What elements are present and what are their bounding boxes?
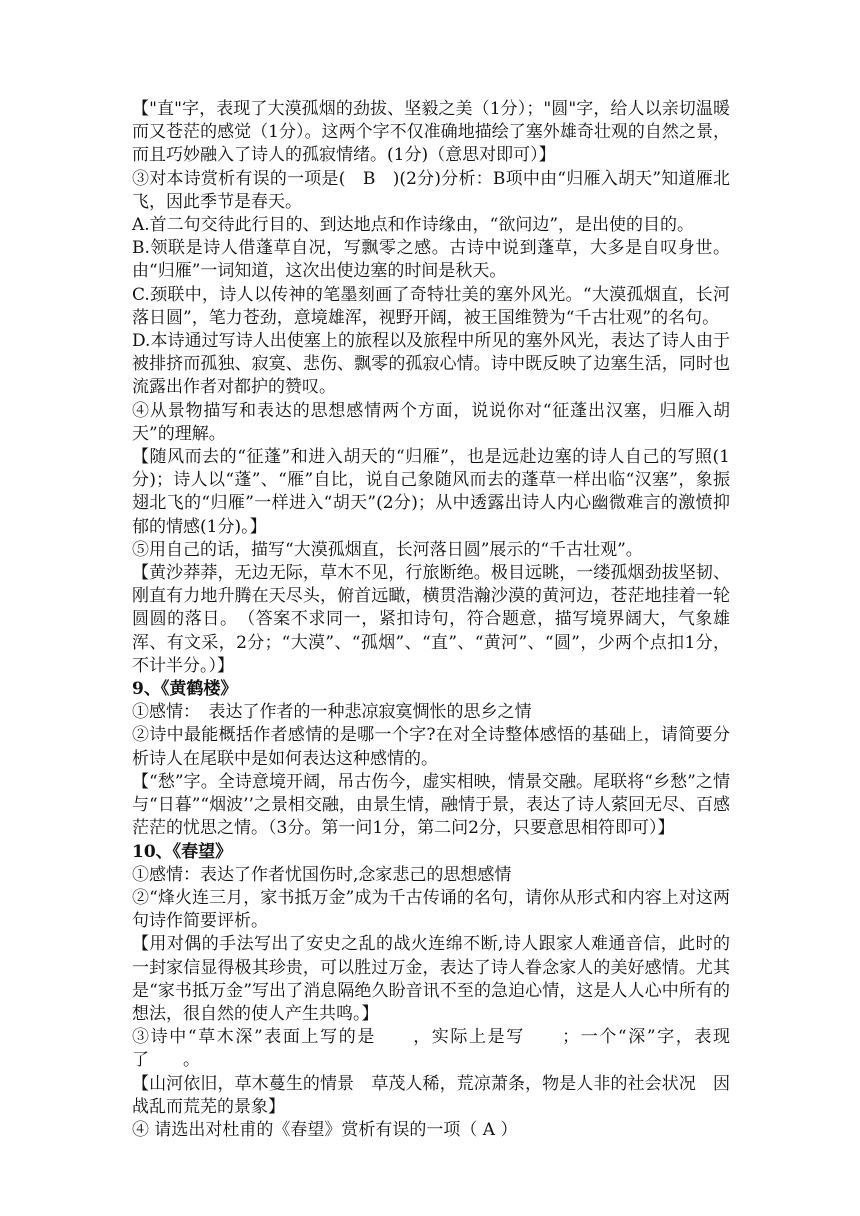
question-paragraph: ①感情：表达了作者忧国伤时,念家悲己的思想感情 [132,864,512,885]
answer-paragraph: 【用对偶的手法写出了安史之乱的战火连绵不断,诗人跟家人难通音信，此时的一封家信显得极其珍贵，可以胜过万金，表达了诗人眷念家人的美好感情。尤其是“家书抵万金”写出了消息隔绝久盼音讯不至的急迫心情，这是人人心中所有的想法，很自然的使人产生共鸣。】 [132,934,730,1024]
option-d: D.本诗通过写诗人出使塞上的旅程以及旅程中所见的塞外风光，表达了诗人由于被排挤而孤独、寂寞、悲伤、飘零的孤寂心情。诗中既反映了边塞生活，同时也流露出作者对都护的赞叹。 [132,331,730,398]
answer-paragraph: 【随风而去的“征蓬”和进入胡天的“归雁”，也是远赴边塞的诗人自己的写照(1分)；诗人以“蓬”、“雁”自比，说自己象随风而去的蓬草一样出临“汉塞”，象振翅北飞的“归雁”一样进入“胡天”(2分)；从中透露出诗人内心幽微难言的激愤抑郁的情感(1分)。】 [132,447,730,537]
option-c: C.颈联中，诗人以传神的笔墨刻画了奇特壮美的塞外风光。“大漠孤烟直，长河落日圆”，笔力苍劲，意境雄浑，视野开阔，被王国维赞为“千古壮观”的名句。 [132,284,730,328]
section-heading: 9、《黄鹤楼》 [132,679,238,700]
question-paragraph: ⑤用自己的话，描写“大漠孤烟直，长河落日圆”展示的“千古壮观”。 [132,539,643,560]
question-paragraph: ③诗中“草木深”表面上写的是 ，实际上是写 ；一个“深”字，表现了 。 [132,1027,730,1071]
answer-paragraph: 【“愁”字。全诗意境开阔，吊古伤今，虚实相映，情景交融。尾联将“乡愁”之情与“日暮”“烟波’’之景相交融，由景生情，融情于景，表达了诗人萦回无尽、百感茫茫的忧思之情。（3分。第一问1分，第二问2分，只要意思相符即可）】 [132,771,730,839]
answer-paragraph: 【"直"字，表现了大漠孤烟的劲拔、坚毅之美（1分）；"圆"字，给人以亲切温暖而又苍茫的感觉（1分）。这两个字不仅准确地描绘了塞外雄奇壮观的自然之景，而且巧妙融入了诗人的孤寂情绪。(1分)（意思对即可）】 [132,99,730,166]
option-b: B.领联是诗人借蓬草自况，写飘零之感。古诗中说到蓬草，大多是自叹身世。由“归雁”一词知道，这次出使边塞的时间是秋天。 [132,238,730,282]
answer-paragraph: 【山河依旧，草木蔓生的情景 草茂人稀，荒凉萧条，物是人非的社会状况 因战乱而荒芜的景象】 [132,1073,730,1117]
section-heading: 10、《春望》 [132,841,233,862]
question-paragraph: ②诗中最能概括作者感情的是哪一个字?在对全诗整体感悟的基础上，请简要分析诗人在尾联中是如何表达这种感情的。 [132,725,730,769]
question-paragraph: ③对本诗赏析有误的一项是( B )(2分)分析：B项中由“归雁入胡天”知道雁北飞，因此季节是春天。 [132,168,730,212]
question-paragraph: ②“烽火连三月，家书抵万金”成为千古传诵的名句，请你从形式和内容上对这两句诗作简要评析。 [132,887,730,932]
question-paragraph: ④从景物描写和表达的思想感情两个方面，说说你对“征蓬出汉塞，归雁入胡天”的理解。 [132,400,730,444]
document-body [132,98,730,1142]
question-paragraph: ①感情： 表达了作者的一种悲凉寂寞惆怅的思乡之情 [132,702,532,723]
answer-paragraph: 【黄沙莽莽，无边无际，草木不见，行旅断绝。极目远眺，一缕孤烟劲拔坚韧、刚直有力地升腾在天尽头，俯首远瞰，横贯浩瀚沙漠的黄河边，苍茫地挂着一轮圆圆的落日。 （答案不求同一，紧扣诗句，符合题意，描写境界阔大，气象雄浑、有文采，2分；“大漠”、“孤烟”、“直”、“黄河”、“圆”，少两个点扣1分，不计半分。）】 [132,563,730,676]
option-a: A.首二句交待此行目的、到达地点和作诗缘由，“欲问边”，是出使的目的。 [132,215,695,236]
question-paragraph: ④ 请选出对杜甫的《春望》赏析有误的一项（ A ） [132,1119,518,1140]
